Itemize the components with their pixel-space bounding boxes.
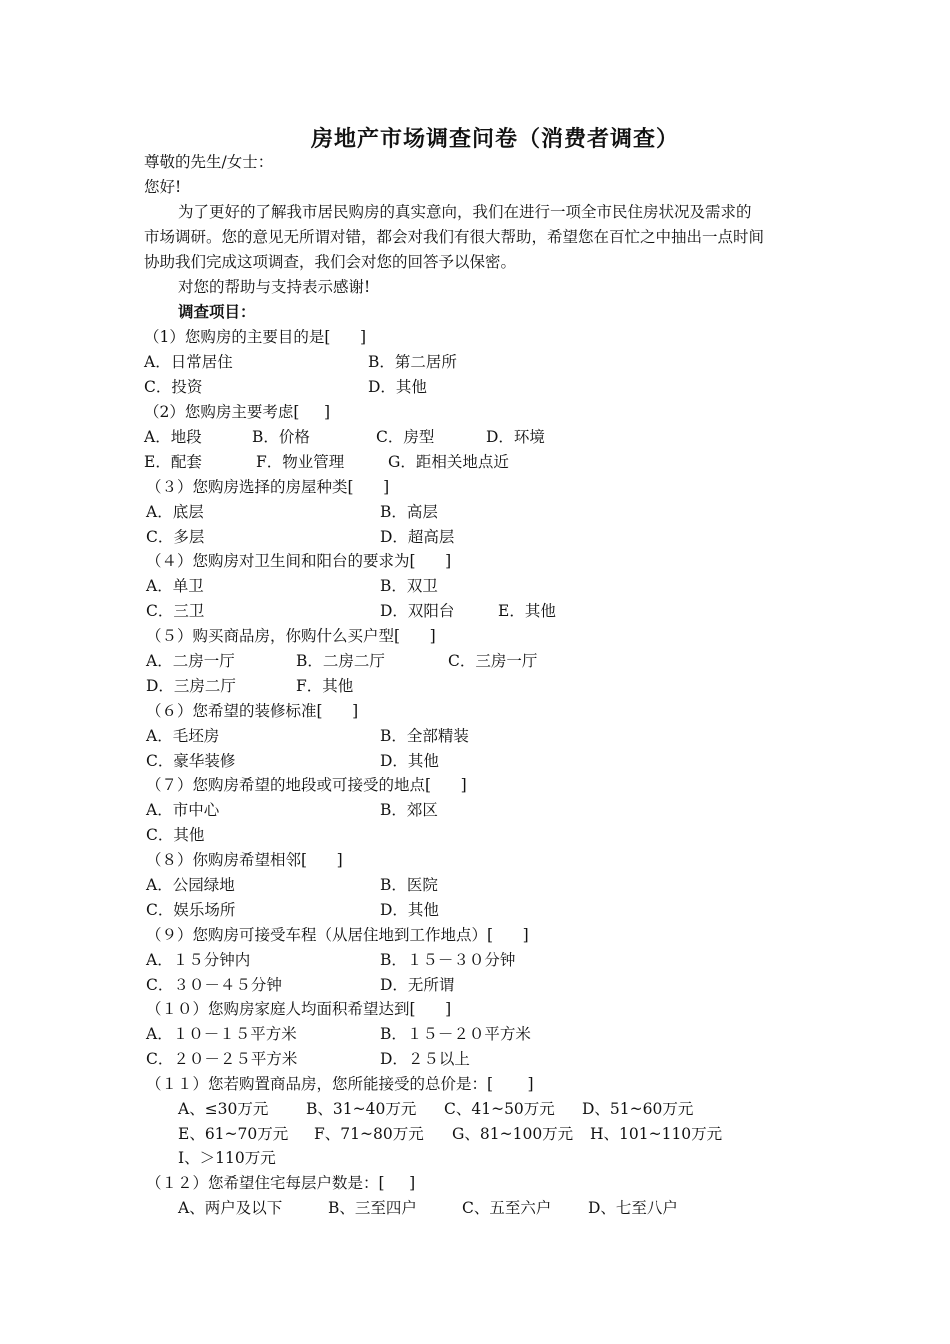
- answer-option: B、三至四户: [328, 1198, 417, 1217]
- answer-option: D．其他: [368, 377, 427, 396]
- thanks: 对您的帮助与支持表示感谢!: [178, 278, 371, 296]
- answer-option: C．２０－２５平方米: [146, 1049, 298, 1068]
- answer-option: E．其他: [498, 601, 556, 620]
- greeting: 尊敬的先生/女士：: [144, 153, 274, 171]
- answer-option: D、七至八户: [588, 1198, 678, 1217]
- answer-option: D．三房二厅: [146, 676, 236, 695]
- answer-option: C．其他: [146, 825, 205, 844]
- hello: 您好!: [144, 178, 182, 196]
- answer-option: F．物业管理: [256, 452, 345, 471]
- answer-option: B．双卫: [380, 576, 438, 595]
- answer-option: D．环境: [486, 427, 545, 446]
- answer-option: C．投资: [144, 377, 203, 396]
- answer-option: A．日常居住: [144, 352, 233, 371]
- answer-option: E．配套: [144, 452, 202, 471]
- question-text: （８）你购房希望相邻[ ]: [146, 851, 343, 869]
- answer-option: A．市中心: [146, 800, 220, 819]
- answer-option: H、101~110万元: [590, 1124, 723, 1143]
- answer-option: C．豪华装修: [146, 751, 236, 770]
- question-text: （４）您购房对卫生间和阳台的要求为[ ]: [146, 552, 452, 570]
- question-text: （１０）您购房家庭人均面积希望达到[ ]: [146, 1000, 452, 1018]
- answer-option: A．地段: [144, 427, 202, 446]
- question-text: （１２）您希望住宅每层户数是：[ ]: [146, 1174, 416, 1192]
- answer-option: C．娱乐场所: [146, 900, 236, 919]
- question-text: （2）您购房主要考虑[ ]: [144, 403, 331, 421]
- answer-option: G、81~100万元: [452, 1124, 574, 1143]
- question-text: （１１）您若购置商品房，您所能接受的总价是：[ ]: [146, 1075, 534, 1093]
- answer-option: D、51~60万元: [582, 1099, 694, 1118]
- answer-option: B．１５－３０分钟: [380, 950, 516, 969]
- question-text: （７）您购房希望的地段或可接受的地点[ ]: [146, 776, 467, 794]
- answer-option: I、＞110万元: [178, 1149, 276, 1168]
- answer-option: A．公园绿地: [146, 875, 235, 894]
- answer-option: B．价格: [252, 427, 310, 446]
- page-title: 房地产市场调查问卷（消费者调查）: [310, 126, 679, 152]
- answer-option: D．其他: [380, 900, 439, 919]
- answer-option: B．医院: [380, 875, 438, 894]
- question-text: （５）购买商品房，你购什么买户型[ ]: [146, 627, 436, 645]
- answer-option: D．２５以上: [380, 1049, 470, 1068]
- answer-option: A．１５分钟内: [146, 950, 251, 969]
- answer-option: D．双阳台: [380, 601, 455, 620]
- answer-option: C．三房一厅: [448, 651, 538, 670]
- answer-option: A．毛坯房: [146, 726, 220, 745]
- answer-option: C、五至六户: [462, 1198, 552, 1217]
- answer-option: G．距相关地点近: [388, 452, 509, 471]
- answer-option: B．高层: [380, 502, 438, 521]
- answer-option: A、两户及以下: [178, 1198, 283, 1217]
- answer-option: B、31~40万元: [306, 1099, 417, 1118]
- answer-option: D．超高层: [380, 527, 455, 546]
- intro-line: 为了更好的了解我市居民购房的真实意向，我们在进行一项全市民住房状况及需求的: [178, 203, 752, 221]
- answer-option: B．二房二厅: [296, 651, 385, 670]
- answer-option: A．二房一厅: [146, 651, 235, 670]
- answer-option: F．其他: [296, 676, 354, 695]
- answer-option: C．三卫: [146, 601, 205, 620]
- answer-option: B．郊区: [380, 800, 438, 819]
- answer-option: A、≤30万元: [178, 1099, 269, 1118]
- answer-option: F、71~80万元: [314, 1124, 424, 1143]
- answer-option: E、61~70万元: [178, 1124, 289, 1143]
- answer-option: C．房型: [376, 427, 435, 446]
- answer-option: A．单卫: [146, 576, 204, 595]
- answer-option: B．全部精装: [380, 726, 469, 745]
- question-text: （1）您购房的主要目的是[ ]: [144, 328, 367, 346]
- answer-option: D．其他: [380, 751, 439, 770]
- question-text: （６）您希望的装修标准[ ]: [146, 702, 359, 720]
- answer-option: C．３０－４５分钟: [146, 975, 282, 994]
- answer-option: D．无所谓: [380, 975, 455, 994]
- question-text: （９）您购房可接受车程（从居住地到工作地点）[ ]: [146, 926, 529, 944]
- answer-option: B．１５－２０平方米: [380, 1024, 531, 1043]
- intro-line: 协助我们完成这项调查，我们会对您的回答予以保密。: [144, 253, 517, 271]
- intro-line: 市场调研。您的意见无所谓对错，都会对我们有很大帮助，希望您在百忙之中抽出一点时间: [144, 228, 765, 246]
- answer-option: B．第二居所: [368, 352, 457, 371]
- answer-option: C、41~50万元: [444, 1099, 555, 1118]
- section-label: 调查项目：: [178, 302, 256, 321]
- answer-option: A．底层: [146, 502, 204, 521]
- answer-option: A．１０－１５平方米: [146, 1024, 297, 1043]
- question-text: （３）您购房选择的房屋种类[ ]: [146, 478, 390, 496]
- answer-option: C．多层: [146, 527, 205, 546]
